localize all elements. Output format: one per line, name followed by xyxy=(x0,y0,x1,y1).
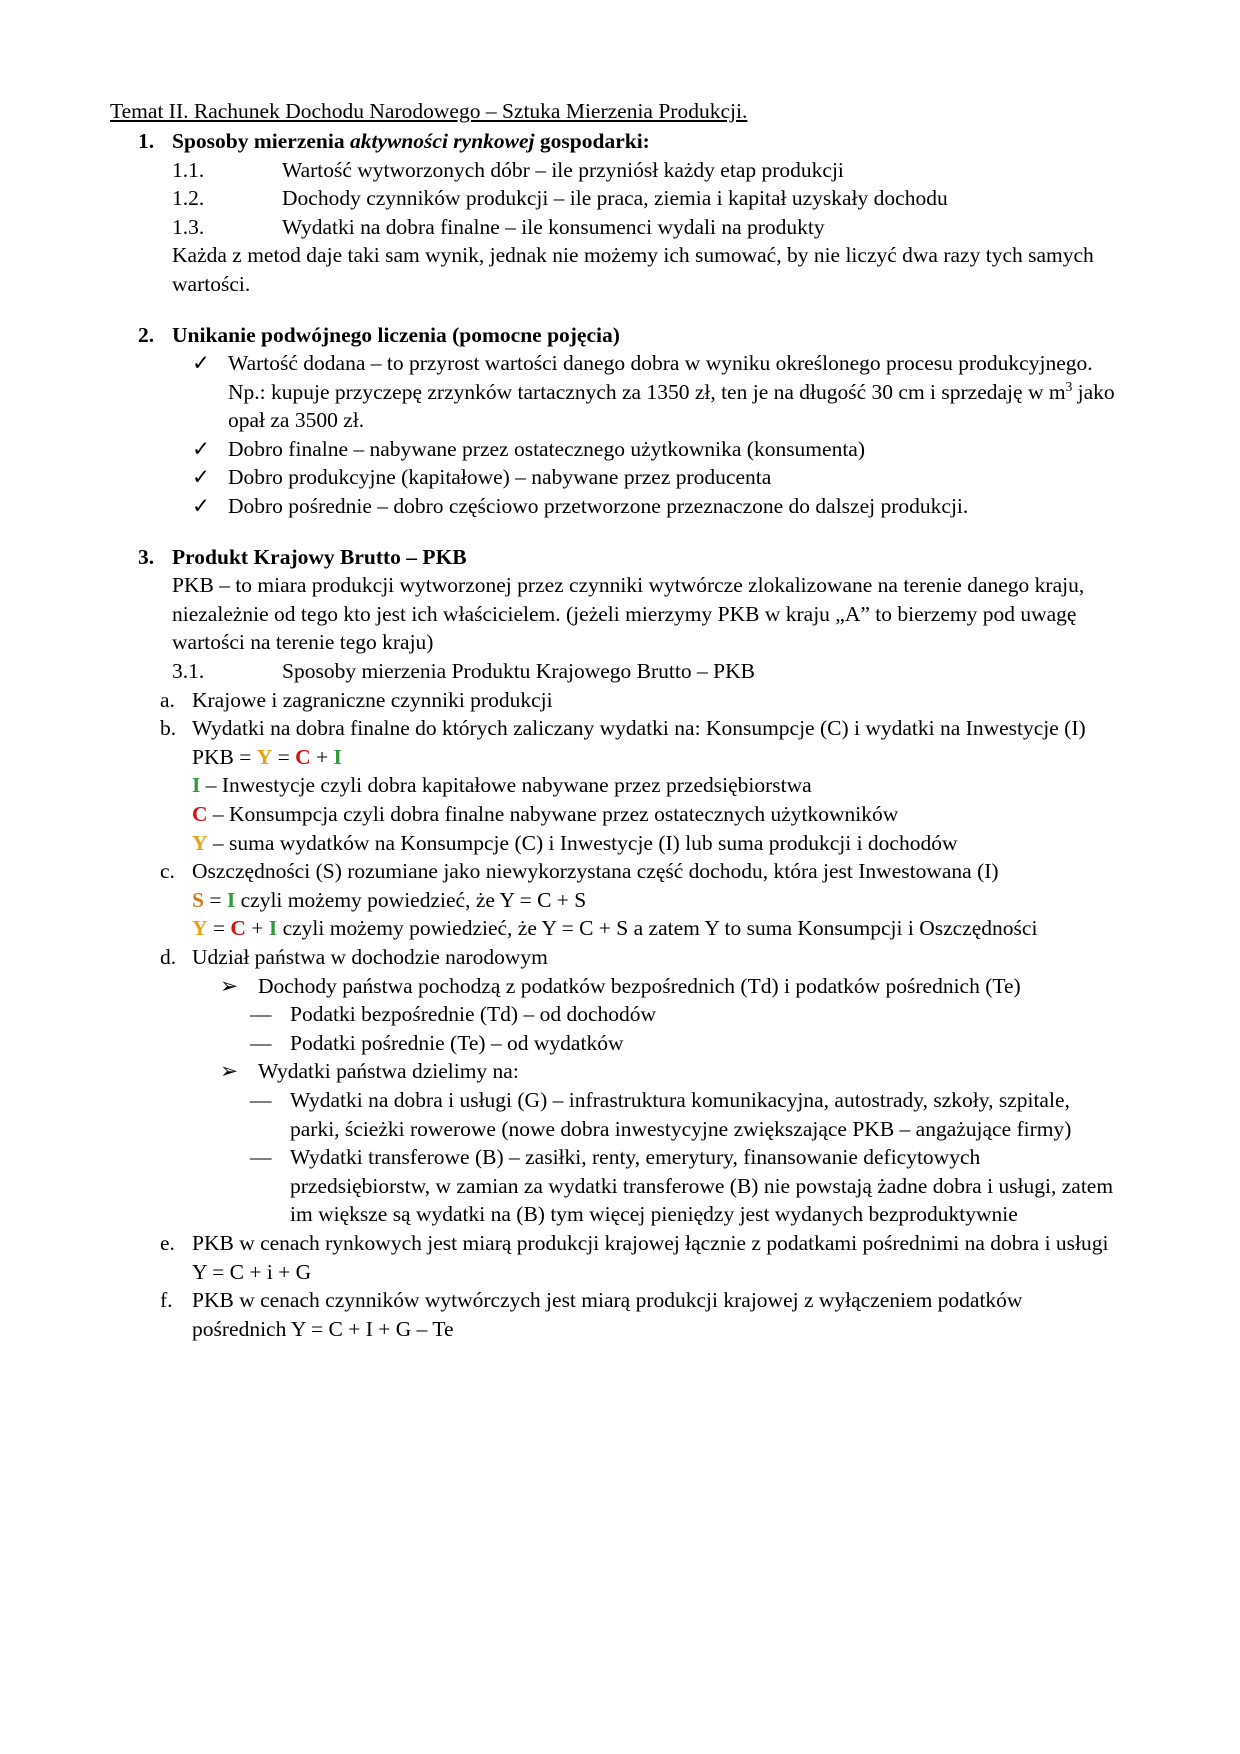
section-2-bullet-4 xyxy=(192,492,1120,521)
section-2-marker: 2. xyxy=(138,322,155,347)
item-3-1 xyxy=(172,657,1120,686)
formula-income-equals: = xyxy=(207,916,231,941)
dash-bullet-1b xyxy=(250,1029,1120,1058)
symbol-i: I xyxy=(333,744,342,769)
formula-income-rest: czyli możemy powiedzieć, że Y = C + S a zatem Y to suma Konsumpcji i Oszczędności xyxy=(277,916,1038,941)
item-c xyxy=(160,857,1120,886)
item-e xyxy=(160,1229,1120,1286)
legend-y xyxy=(192,829,1120,858)
legend-y-text: – suma wydatków na Konsumpcje (C) i Inwestycje (I) lub suma produkcji i dochodów xyxy=(207,830,958,855)
legend-i xyxy=(192,771,1120,800)
symbol-c: C xyxy=(295,744,311,769)
symbol-s: S xyxy=(192,887,204,912)
section-2-bullet-4-text: Dobro pośrednie – dobro częściowo przetworzone przeznaczone do dalszej produkcji. xyxy=(228,494,969,519)
item-1-2 xyxy=(172,184,1120,213)
section-1-marker: 1. xyxy=(138,128,155,153)
section-2-bullet-2 xyxy=(192,435,1120,464)
section-2-heading xyxy=(138,321,1120,350)
item-3-1-text: Sposoby mierzenia Produktu Krajowego Brutto – PKB xyxy=(282,659,755,684)
em-dash-icon: — xyxy=(250,1087,272,1112)
arrow-bullet-2 xyxy=(220,1057,1120,1086)
item-1-1-text: Wartość wytworzonych dóbr – ile przyniósł każdy etap produkcji xyxy=(282,157,844,182)
section-2-bullet-2-text: Dobro finalne – nabywane przez ostatecznego użytkownika (konsumenta) xyxy=(228,436,866,461)
item-c-marker: c. xyxy=(160,859,175,884)
spacer-after-section-1 xyxy=(110,299,1120,321)
symbol-y: Y xyxy=(192,916,208,941)
check-icon: ✓ xyxy=(192,351,211,376)
formula-savings-rest: czyli możemy powiedzieć, że Y = C + S xyxy=(235,887,587,912)
legend-c-text: – Konsumpcja czyli dobra finalne nabywane przez ostatecznych użytkowników xyxy=(207,802,899,826)
section-1-heading-emphasis: aktywności rynkowej xyxy=(349,128,535,153)
dash-bullet-2a-text: Wydatki na dobra i usługi (G) – infrastruktura komunikacyjna, autostrady, szkoły, szpitale, parki, ścieżki rowerowe (nowe dobra inwestycyjne zwiększające PKB – angażujące firmy) xyxy=(290,1087,1072,1141)
document-body xyxy=(110,98,1120,1343)
em-dash-icon: — xyxy=(250,1002,272,1027)
dash-bullet-1b-text: Podatki pośrednie (Te) – od wydatków xyxy=(290,1030,624,1055)
formula-pkb-plus: + xyxy=(310,744,334,769)
formula-income xyxy=(192,914,1120,943)
arrow-bullet-1-text: Dochody państwa pochodzą z podatków bezpośrednich (Td) i podatków pośrednich (Te) xyxy=(258,973,1021,998)
arrow-bullet-2-text: Wydatki państwa dzielimy na: xyxy=(258,1059,519,1084)
formula-pkb xyxy=(192,743,1120,772)
item-f-text: PKB w cenach czynników wytwórczych jest miarą produkcji krajowej z wyłączeniem podatków pośrednich Y = C + I + G – Te xyxy=(192,1288,1023,1341)
value-added-text-part-2: jako opał za 3500 zł. xyxy=(228,379,1115,433)
item-e-text: PKB w cenach rynkowych jest miarą produkcji krajowej łącznie z podatkami pośrednimi na dobra i usługi Y = C + i + G xyxy=(192,1230,1109,1284)
section-2-bullet-1 xyxy=(192,349,1120,435)
section-2-bullet-3-text: Dobro produkcyjne (kapitałowe) – nabywane przez producenta xyxy=(228,465,772,490)
formula-pkb-equals: = xyxy=(272,744,296,769)
symbol-i: I xyxy=(192,773,201,798)
arrow-right-icon: ➢ xyxy=(220,1059,239,1084)
value-added-text-part-1: Wartość dodana – to przyrost wartości danego dobra w wyniku określonego procesu produkcyjnego. Np.: kupuje przyczepę zrzynków tartacznych za 1350 zł, ten je na długość 30 cm i sprzedaję w m xyxy=(228,351,1093,404)
formula-pkb-lead: PKB = xyxy=(192,744,257,769)
item-a-text: Krajowe i zagraniczne czynniki produkcji xyxy=(192,687,553,712)
check-icon: ✓ xyxy=(192,465,211,490)
section-3-heading xyxy=(138,543,1120,572)
item-e-marker: e. xyxy=(160,1230,175,1255)
item-c-text: Oszczędności (S) rozumiane jako niewykorzystana część dochodu, która jest Inwestowana (I) xyxy=(192,859,999,884)
dash-bullet-2b-text: Wydatki transferowe (B) – zasiłki, renty, emerytury, finansowanie deficytowych przedsiębiorstw, w zamian za wydatki transferowe (B) nie powstają żadne dobra i usługi, zatem im większe są wydatki na (B) tym więcej pieniędzy jest wydanych bezproduktywnie xyxy=(290,1145,1114,1227)
item-d-text: Udział państwa w dochodzie narodowym xyxy=(192,944,548,969)
section-1-note: Każda z metod daje taki sam wynik, jednak nie możemy ich sumować, by nie liczyć dwa razy tych samych wartości. xyxy=(172,243,1094,296)
symbol-i: I xyxy=(226,887,236,912)
section-2-bullet-3 xyxy=(192,463,1120,492)
symbol-c: C xyxy=(192,802,208,826)
dash-bullet-2a xyxy=(250,1086,1120,1143)
formula-income-plus: + xyxy=(245,916,269,941)
item-d xyxy=(160,943,1120,972)
symbol-c: C xyxy=(230,916,246,941)
em-dash-icon: — xyxy=(250,1030,272,1055)
section-1-heading-text xyxy=(172,127,1120,156)
arrow-bullet-1 xyxy=(220,972,1120,1001)
dash-bullet-1a xyxy=(250,1000,1120,1029)
item-1-2-text: Dochody czynników produkcji – ile praca, ziemia i kapitał uzyskały dochodu xyxy=(282,186,948,211)
check-icon: ✓ xyxy=(192,494,211,519)
formula-savings-equals: = xyxy=(203,887,227,912)
item-f-marker: f. xyxy=(160,1288,173,1313)
section-3-heading-text: Produkt Krajowy Brutto – PKB xyxy=(172,544,467,569)
arrow-right-icon: ➢ xyxy=(220,973,239,998)
symbol-i: I xyxy=(268,916,278,941)
spacer-after-section-2 xyxy=(110,521,1120,543)
pkb-definition: PKB – to miara produkcji wytworzonej przez czynniki wytwórcze zlokalizowane na terenie danego kraju, niezależnie od tego kto jest ich właścicielem. (jeżeli mierzymy PKB w kraju „A” to bierzemy pod uwagę wartości na terenie tego kraju) xyxy=(172,573,1085,655)
section-2-bullet-1-text xyxy=(228,349,1120,435)
section-2-heading-text: Unikanie podwójnego liczenia (pomocne pojęcia) xyxy=(172,322,620,347)
item-1-3-marker: 1.3. xyxy=(172,214,205,239)
page-title: Temat II. Rachunek Dochodu Narodowego – Sztuka Mierzenia Produkcji. xyxy=(110,99,748,123)
section-1-heading-part-2: gospodarki: xyxy=(534,128,650,153)
item-b xyxy=(160,714,1120,743)
item-1-1 xyxy=(172,156,1120,185)
check-icon: ✓ xyxy=(192,436,211,461)
dash-bullet-1a-text: Podatki bezpośrednie (Td) – od dochodów xyxy=(290,1002,657,1027)
item-d-marker: d. xyxy=(160,944,177,969)
symbol-y: Y xyxy=(192,830,208,855)
item-a xyxy=(160,686,1120,715)
dash-bullet-2b xyxy=(250,1143,1120,1229)
cubic-meter-exponent: 3 xyxy=(1065,378,1073,394)
symbol-y: Y xyxy=(256,744,273,769)
item-3-1-marker: 3.1. xyxy=(172,659,205,684)
item-f xyxy=(160,1286,1120,1343)
legend-c xyxy=(192,800,1120,829)
item-1-3 xyxy=(172,213,1120,242)
item-b-marker: b. xyxy=(160,716,177,741)
item-b-text: Wydatki na dobra finalne do których zaliczany wydatki na: Konsumpcje (C) i wydatki na Inwestycje (I) xyxy=(192,716,1086,741)
formula-savings xyxy=(192,886,1120,915)
item-1-3-text: Wydatki na dobra finalne – ile konsumenci wydali na produkty xyxy=(282,214,825,239)
item-a-marker: a. xyxy=(160,687,175,712)
legend-i-text: – Inwestycje czyli dobra kapitałowe nabywane przez przedsiębiorstwa xyxy=(200,773,812,798)
em-dash-icon: — xyxy=(250,1145,272,1170)
section-1-heading-part-1: Sposoby mierzenia xyxy=(172,128,350,153)
section-3-marker: 3. xyxy=(138,544,155,569)
item-1-1-marker: 1.1. xyxy=(172,157,205,182)
item-1-2-marker: 1.2. xyxy=(172,186,205,211)
section-1-heading xyxy=(138,127,1120,156)
